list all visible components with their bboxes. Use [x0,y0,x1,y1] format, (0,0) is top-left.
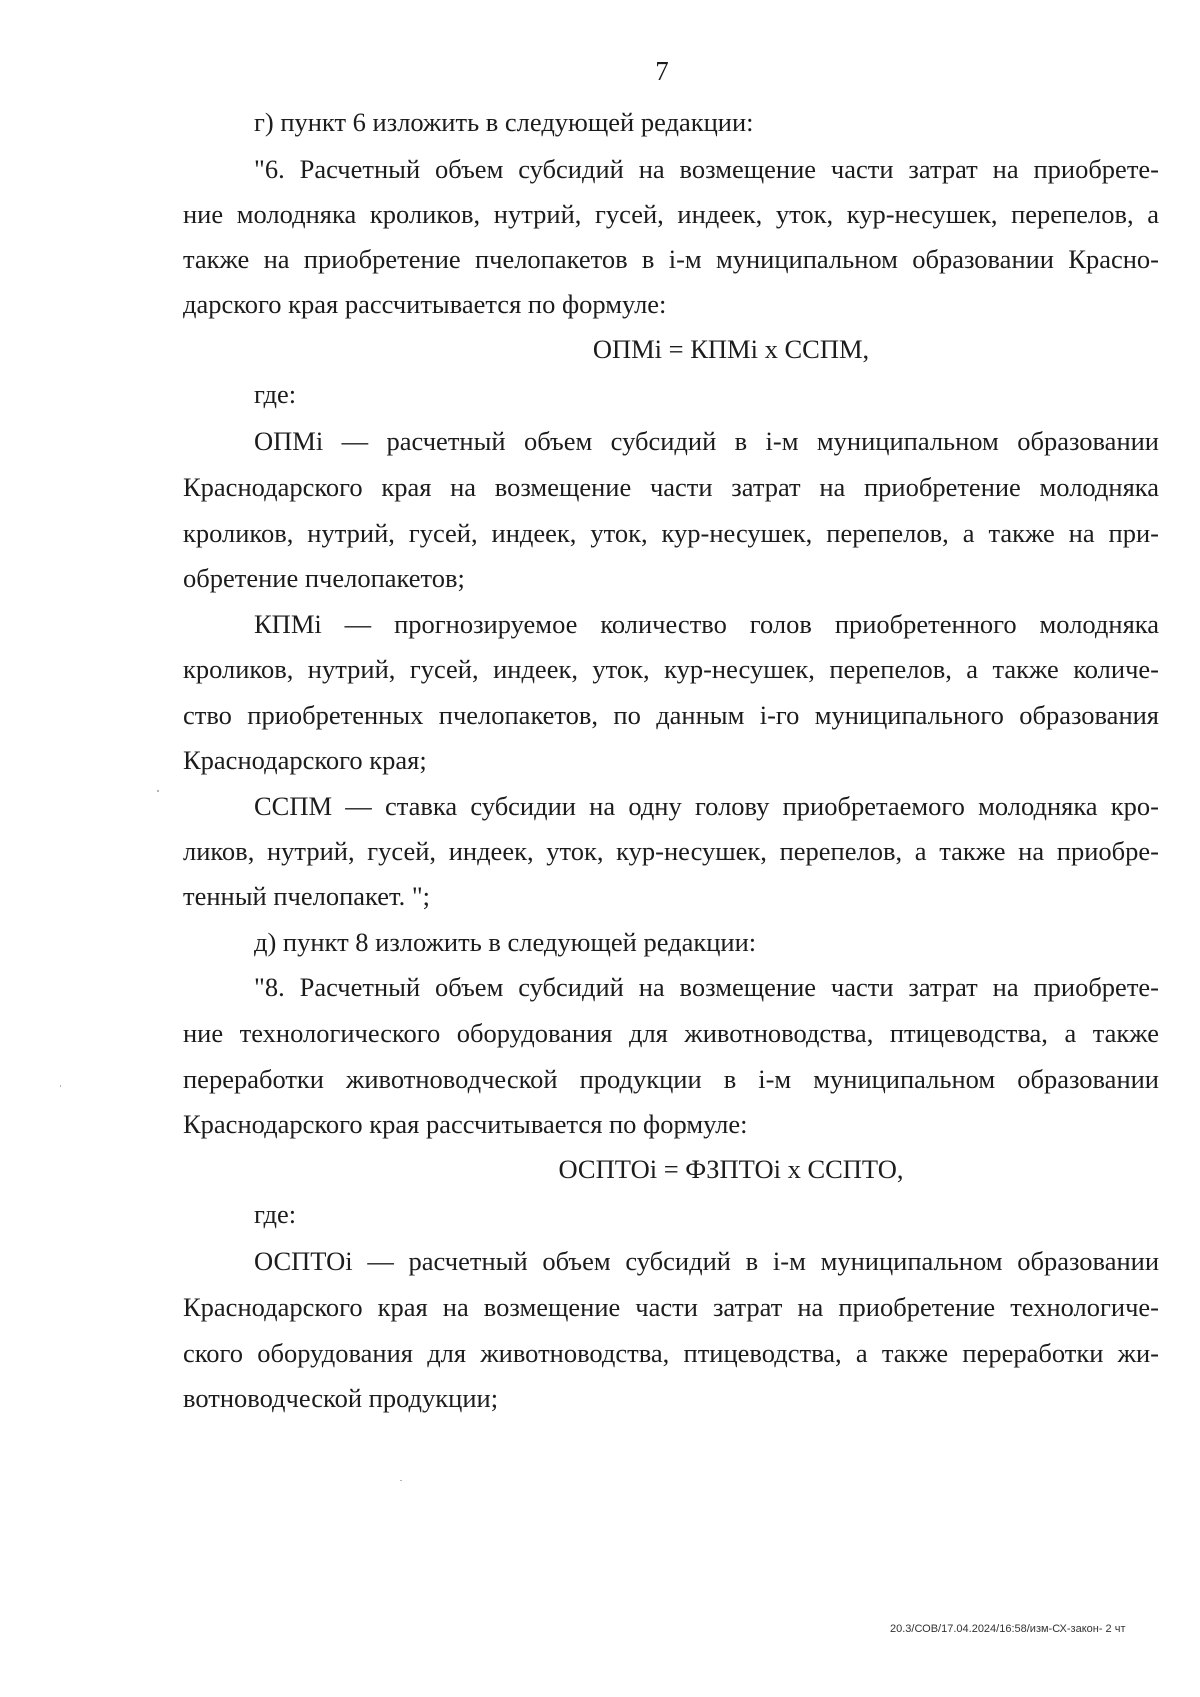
paragraph-line: Краснодарского края на возмещение части затрат на приобретение технологиче- [183,1292,1159,1322]
paragraph-line: дарского края рассчитывается по формуле: [183,289,667,319]
paragraph-line: г) пункт 6 изложить в следующей редакции: [254,107,754,137]
paragraph-line: где: [254,379,297,409]
paragraph-line: кроликов, нутрий, гусей, индеек, уток, кур-несушек, перепелов, а также количе- [183,654,1159,684]
paragraph-line: д) пункт 8 изложить в следующей редакции: [254,927,757,957]
paragraph-line: также на приобретение пчелопакетов в i-м муниципальном образовании Красно- [183,244,1159,274]
page-number: 7 [655,56,669,86]
paragraph-line: ОСПТОi — расчетный объем субсидий в i-м муниципальном образовании [254,1246,1159,1276]
paragraph-line: "8. Расчетный объем субсидий на возмещение части затрат на приобрете- [254,972,1159,1002]
formula: ОСПТОi = ФЗПТОi х ССПТО, [558,1154,904,1184]
paragraph-line: ССПМ — ставка субсидии на одну голову приобретаемого молодняка кро- [254,791,1159,821]
paragraph-line: ние молодняка кроликов, нутрий, гусей, индеек, уток, кур-несушек, перепелов, а [183,199,1159,229]
paragraph-line: ние технологического оборудования для животноводства, птицеводства, а также [183,1018,1159,1048]
paragraph-line: тенный пчелопакет. "; [183,881,431,911]
scan-speck [157,790,159,792]
scan-speck [400,1480,402,1481]
paragraph-line: Краснодарского края; [183,745,427,775]
formula: ОПМi = КПМi х ССПМ, [592,334,870,364]
scan-speck [60,1085,61,1087]
paragraph-line: ского оборудования для животноводства, птицеводства, а также переработки жи- [183,1338,1159,1368]
paragraph-line: ликов, нутрий, гусей, индеек, уток, кур-несушек, перепелов, а также на приобре- [183,836,1159,866]
paragraph-line: кроликов, нутрий, гусей, индеек, уток, кур-несушек, перепелов, а также на при- [183,518,1159,548]
footer-document-code: 20.3/СОВ/17.04.2024/16:58/изм-СХ-закон- 2 чт [890,1623,1126,1635]
paragraph-line: "6. Расчетный объем субсидий на возмещение части затрат на приобрете- [254,154,1159,184]
paragraph-line: Краснодарского края на возмещение части затрат на приобретение молодняка [183,472,1159,502]
paragraph-line: вотноводческой продукции; [183,1383,499,1413]
paragraph-line: Краснодарского края рассчитывается по формуле: [183,1109,748,1139]
paragraph-line: ОПМi — расчетный объем субсидий в i-м муниципальном образовании [254,426,1159,456]
paragraph-line: переработки животноводческой продукции в i-м муниципальном образовании [183,1064,1159,1094]
paragraph-line: ство приобретенных пчелопакетов, по данным i-го муниципального образования [183,700,1159,730]
paragraph-line: где: [254,1199,297,1229]
paragraph-line: обретение пчелопакетов; [183,563,465,593]
paragraph-line: КПМi — прогнозируемое количество голов приобретенного молодняка [254,609,1159,639]
